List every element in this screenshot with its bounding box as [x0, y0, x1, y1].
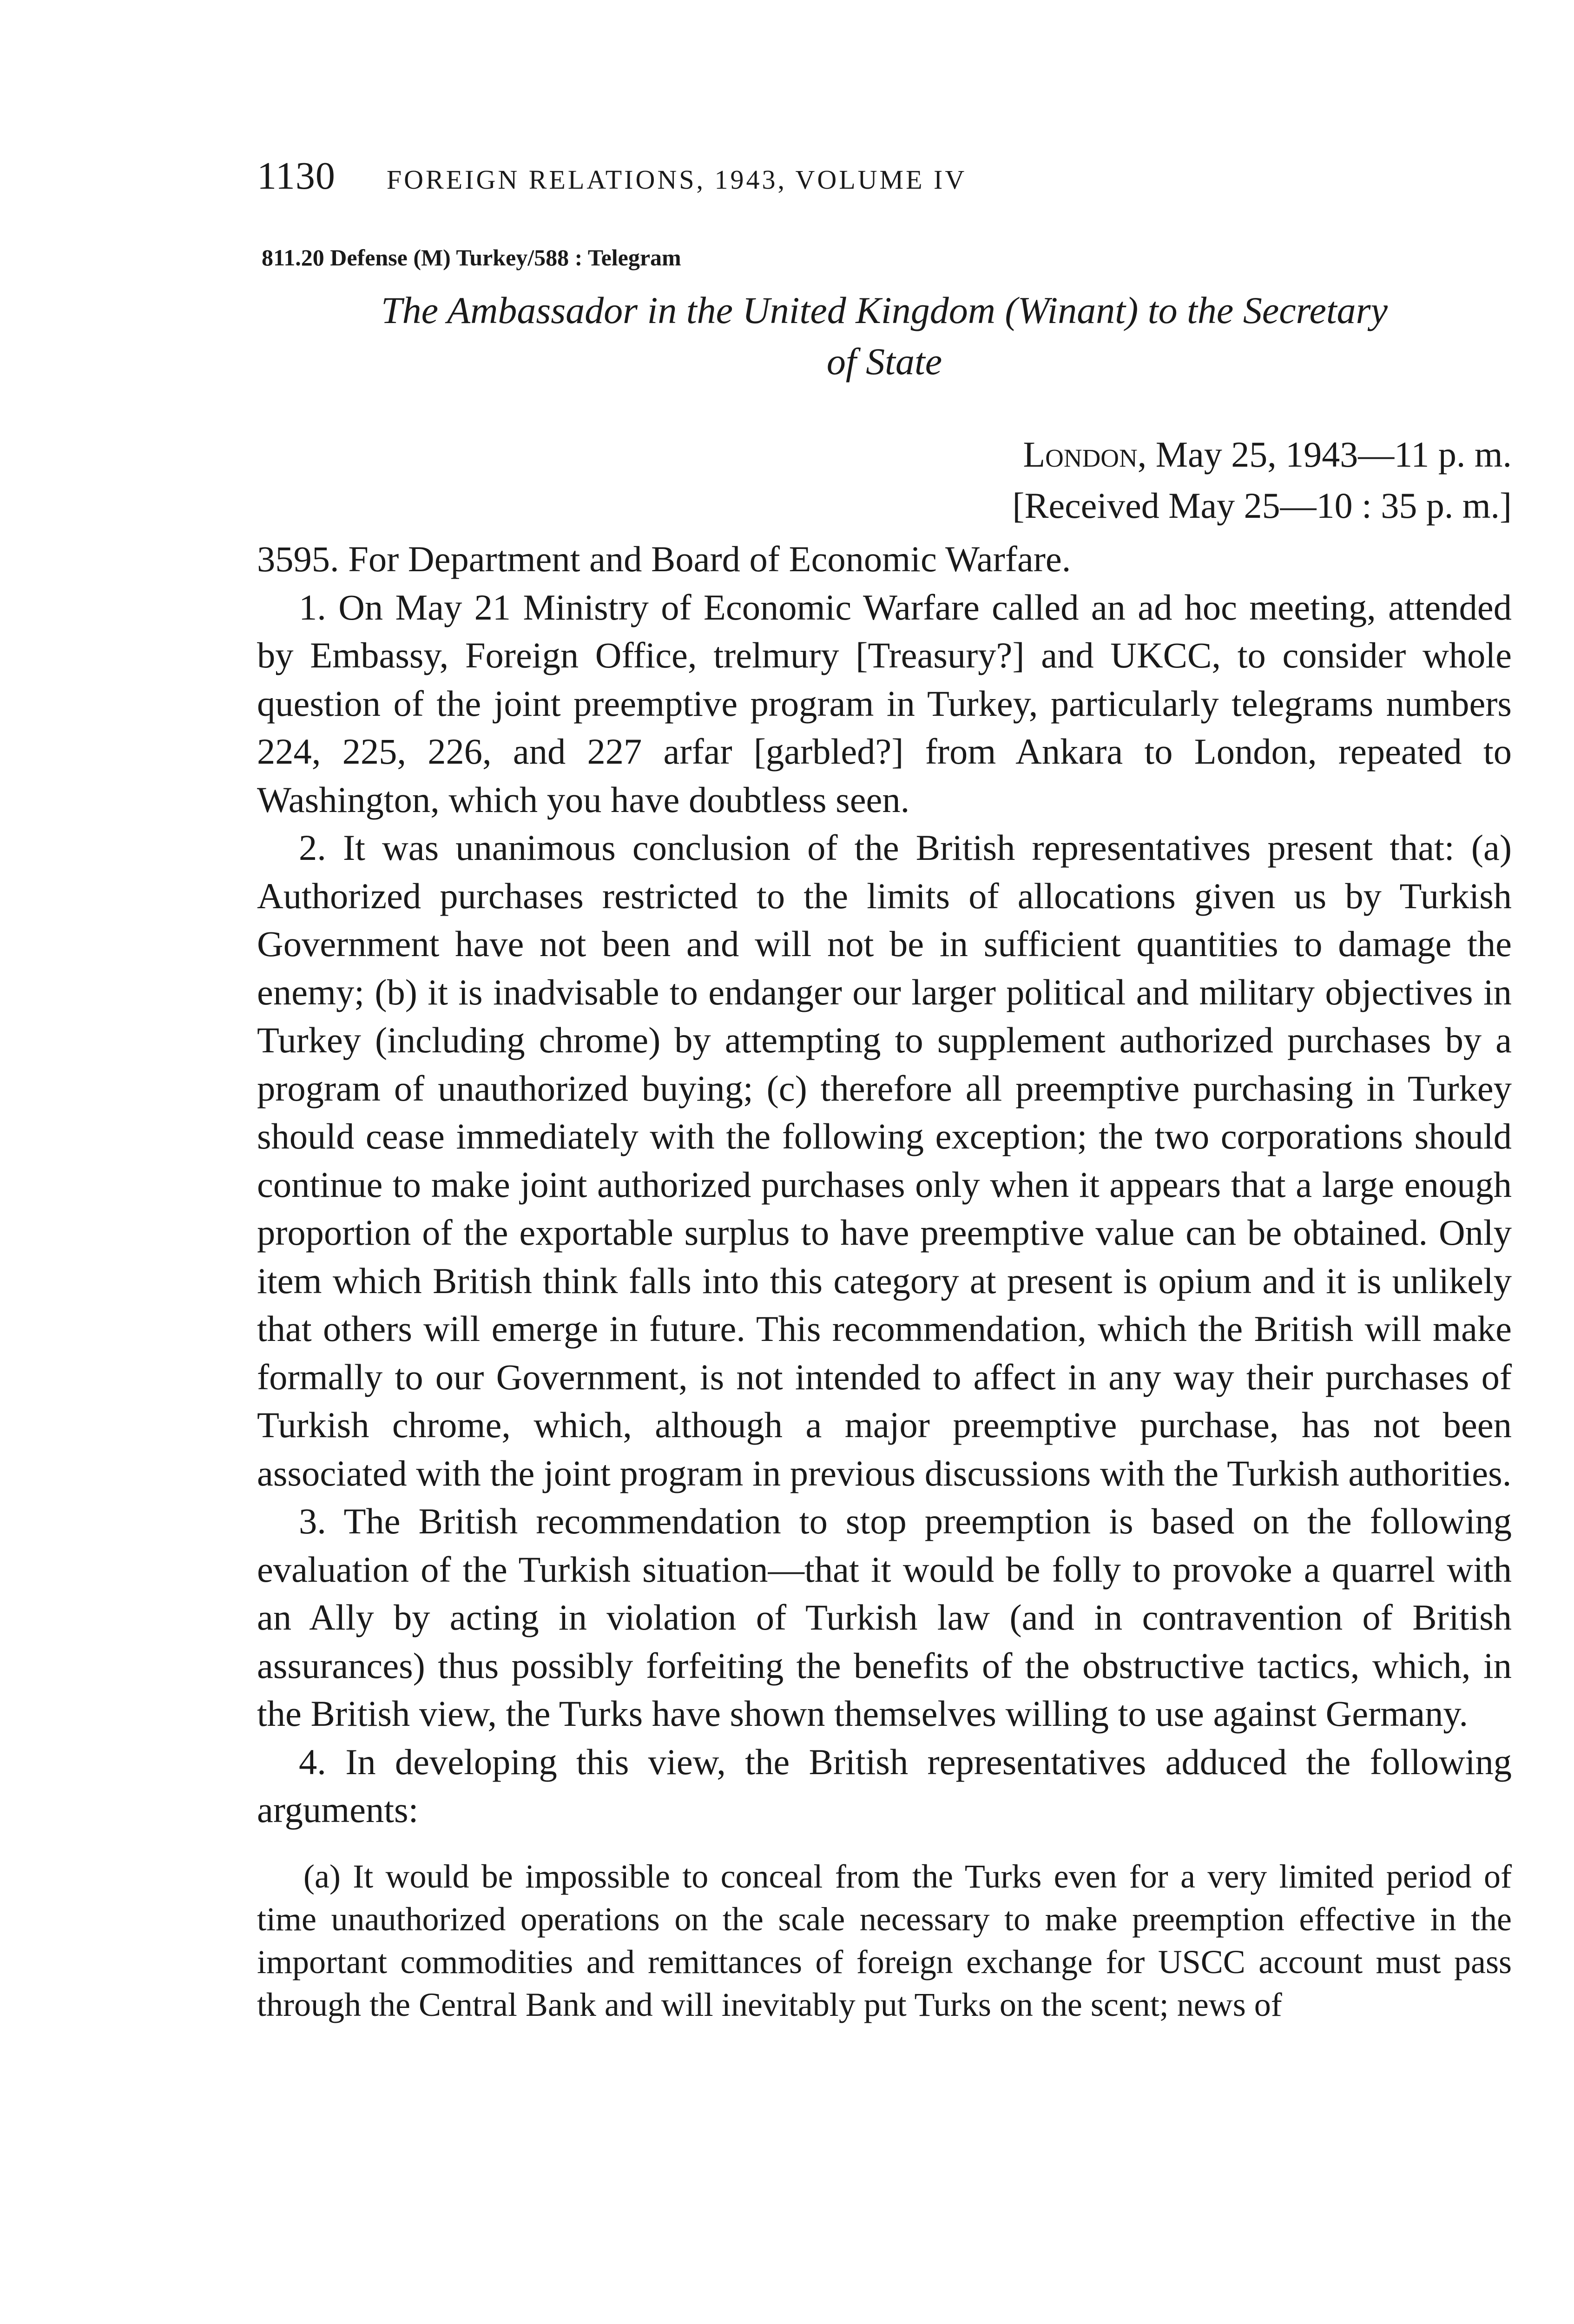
paragraph-intro: 3595. For Department and Board of Economic Warfare. [257, 539, 1071, 579]
argument-list [257, 1855, 1512, 2026]
file-reference: 811.20 Defense (M) Turkey/588 : Telegram [262, 244, 681, 271]
page-header [257, 153, 1512, 218]
title-line-1: The Ambassador in the United Kingdom (Winant) to the Secretary [381, 289, 1388, 331]
place-date-line [257, 429, 1512, 480]
paragraph-2: 2. It was unanimous conclusion of the British representatives present that: (a) Authorized purchases restricted to the limits of allocations given us by Turkish Government have not been and will not be in sufficient quantities to damage the enemy; (b) it is inadvisable to endanger our larger political and military objectives in Turkey (including chrome) by attempting to supplement authorized purchases by a program of unauthorized buying; (c) therefore all preemptive purchasing in Turkey should cease immediately with the following exception; the two corporations should continue to make joint authorized purchases only when it appears that a large enough proportion of the exportable surplus to have preemptive value can be obtained. Only item which British think falls into this category at present is opium and it is unlikely that others will emerge in future. This recommendation, which the British will make formally to our Government, is not intended to affect in any way their purchases of Turkish chrome, which, although a major preemptive purchase, has not been associated with the joint program in previous discussions with the Turkish authorities. [257, 827, 1512, 1493]
dateline-date: May 25, 1943—11 p. m. [1146, 434, 1512, 475]
dateline [257, 429, 1512, 531]
document-page [257, 153, 1512, 2026]
dateline-place: London, [1023, 434, 1147, 475]
paragraph-3: 3. The British recommendation to stop preemption is based on the following evaluation of the Turkish situation—that it would be folly to provoke a quarrel with an Ally by acting in violation of Turkish law (and in contravention of British assurances) thus possibly forfeiting the benefits of the obstructive tactics, which, in the British view, the Turks have shown themselves willing to use against Germany. [257, 1501, 1512, 1734]
running-head: FOREIGN RELATIONS, 1943, VOLUME IV [386, 165, 967, 195]
paragraph-1: 1. On May 21 Ministry of Economic Warfare called an ad hoc meeting, attended by Embassy, Foreign Office, trelmury [Treasury?] and UKCC, to consider whole question of the joint preemptive program in Turkey, particularly telegrams numbers 224, 225, 226, and 227 arfar [garbled?] from Ankara to London, repeated to Washington, which you have doubtless seen. [257, 587, 1512, 820]
argument-a: (a) It would be impossible to conceal from the Turks even for a very limited period of time unauthorized operations on the scale necessary to make preemption effective in the important commodities and remittances of foreign exchange for USCC account must pass through the Central Bank and will inevitably put Turks on the scent; news of [257, 1857, 1512, 2023]
paragraph-4: 4. In developing this view, the British representatives adduced the following arguments: [257, 1741, 1512, 1830]
title-line-2: of State [826, 340, 942, 383]
telegram-body [257, 535, 1512, 1834]
received-line: [Received May 25—10 : 35 p. m.] [1012, 485, 1512, 526]
document-title [257, 285, 1512, 387]
page-number: 1130 [257, 154, 336, 198]
